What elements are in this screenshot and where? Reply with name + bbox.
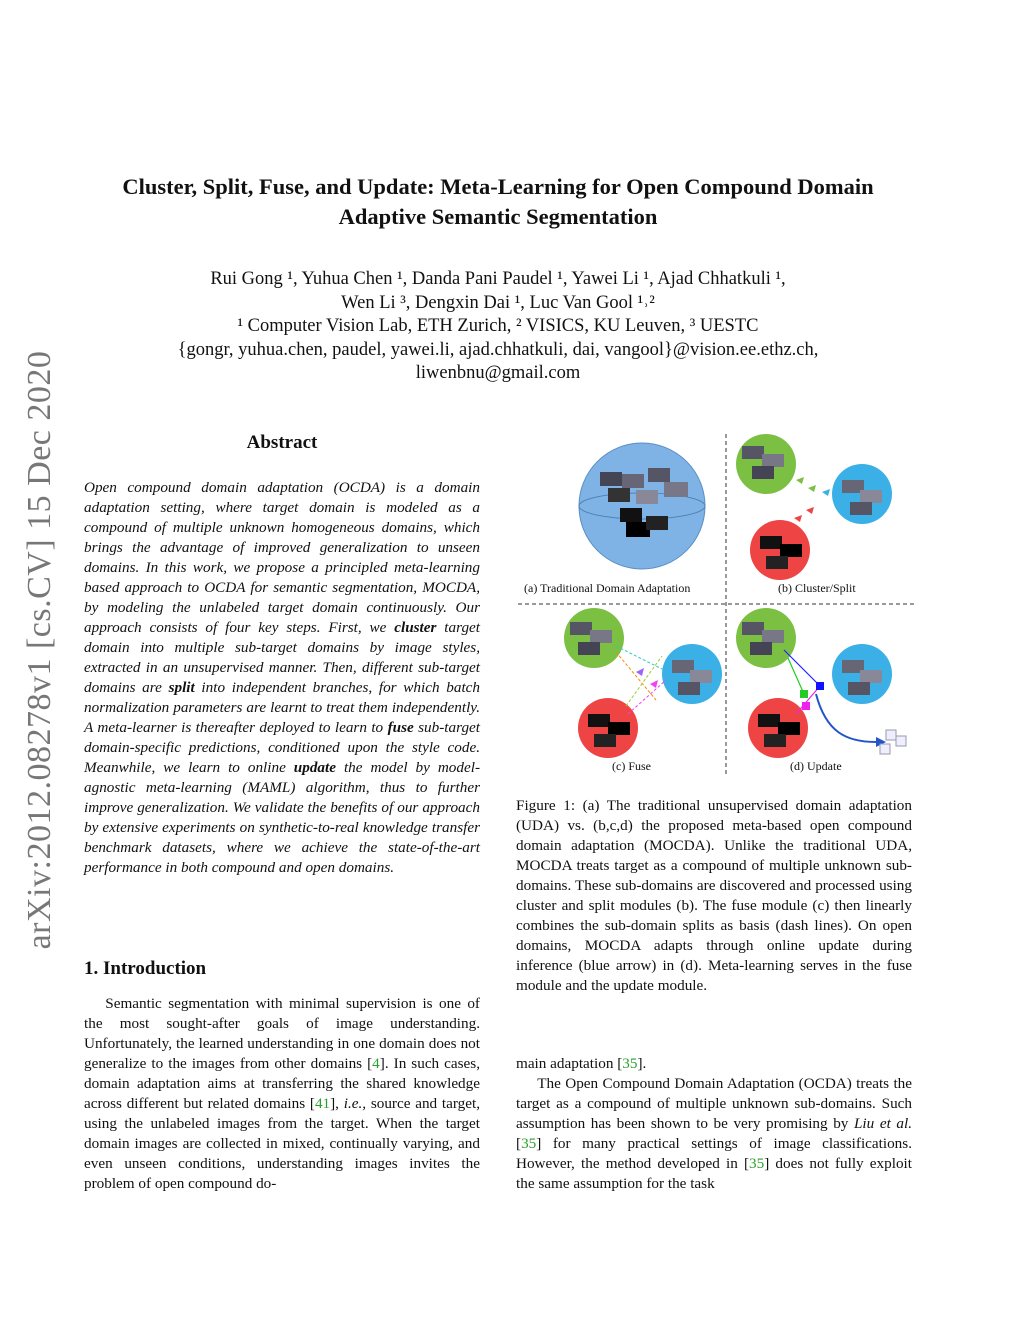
citation-link[interactable]: 35 — [749, 1155, 765, 1172]
citation-link[interactable]: 35 — [521, 1135, 537, 1152]
citation-link[interactable]: 41 — [314, 1095, 331, 1112]
introduction-heading: 1. Introduction — [84, 958, 207, 979]
title-line-2: Adaptive Semantic Segmentation — [338, 204, 658, 229]
thumbnail — [648, 468, 670, 482]
figure-1-caption: Figure 1: (a) The traditional unsupervised domain adaptation (UDA) vs. (b,c,d) the proposed meta-based open compound domain adaptation (MOCDA). Unlike the traditional UDA, MOCDA treats target as a compound of multiple unknown sub-domains. These sub-domains are discovered and processed using cluster and split modules (b). The fuse module (c) then linearly combines the sub-domain splits as basis (dash lines). On open domains, MOCDA adapts through online update during inference (blue arrow) in (d). Meta-learning serves in the fuse module and the update module. — [516, 797, 912, 994]
panel-d-update — [736, 608, 906, 773]
paper-title — [80, 172, 916, 232]
keyword-cluster: cluster — [394, 619, 437, 636]
email-2: liwenbnu@gmail.com — [415, 363, 581, 383]
label-b: (b) Cluster/Split — [778, 581, 856, 595]
thumbnail — [622, 474, 644, 488]
label-c: (c) Fuse — [612, 759, 651, 773]
thumbnail — [664, 482, 688, 497]
citation-link[interactable]: 4 — [372, 1055, 380, 1072]
label-d: (d) Update — [790, 759, 842, 773]
thumbnail — [646, 516, 668, 530]
authors-line-2: Wen Li ³, Dengxin Dai ¹, Luc Van Gool ¹˒² — [341, 292, 655, 313]
keyword-fuse: fuse — [387, 719, 414, 736]
authors-line-1: Rui Gong ¹, Yuhua Chen ¹, Danda Pani Paudel ¹, Yawei Li ¹, Ajad Chhatkuli ¹, — [210, 269, 786, 289]
abstract-text: Open compound domain adaptation (OCDA) is a domain adaptation setting, where target domain is modeled as a compound of multiple unknown homogeneous domains, which brings the advantage of improved generalization to unseen domains. In this work, we propose a principled meta-learning based approach to OCDA for semantic segmentation, MOCDA, by modeling the unlabeled target domain continuously. Our approach consists of four key steps. First, we cluster target domain into multiple sub-target domains by image styles, extracted in an unsupervised manner. Then, different sub-target domains are split into independent branches, for which batch normalization parameters are learnt to treat them independently. A meta-learner is thereafter deployed to learn to fuse sub-target domain-specific predictions, conditioned upon the style code. Meanwhile, we learn to online update the model by model-agnostic meta-learning (MAML) algorithm, thus to further improve generalization. We validate the benefits of our approach by extensive experiments on synthetic-to-real knowledge transfer benchmark datasets, where we achieve the state-of-the-art performance in both compound and open domains. — [84, 479, 481, 876]
author-block — [100, 268, 896, 386]
arxiv-id-text: arXiv:2012.08278v1 [cs.CV] 15 Dec 2020 — [21, 350, 58, 950]
abstract-heading: Abstract — [246, 432, 318, 453]
keyword-split: split — [168, 679, 195, 696]
thumbnail — [636, 490, 658, 504]
emails: {gongr, yuhua.chen, paudel, yawei.li, ajad.chhatkuli, dai, vangool}@vision.ee.ethz.ch, — [177, 339, 819, 360]
introduction-text: Semantic segmentation with minimal supervision is one of the most sought-after goals of image understanding. Unfortunately, the learned understanding in one domain does not generalize to the images from other domains [4]. In such cases, domain adaptation aims at transferring the shared knowledge across different but related domains [41], i.e., source and target, using the unlabeled images from the target. When the target domain images are collected in mixed, continually varying, and even unseen conditions, understanding images invites the problem of open compound do- — [84, 995, 481, 1192]
citation-link[interactable]: 35 — [622, 1055, 638, 1072]
label-a: (a) Traditional Domain Adaptation — [524, 581, 691, 595]
affiliations: ¹ Computer Vision Lab, ETH Zurich, ² VISICS, KU Leuven, ³ UESTC — [237, 316, 759, 336]
thumbnail — [620, 508, 642, 522]
keyword-update: update — [293, 759, 336, 776]
panel-a-traditional — [524, 443, 705, 595]
target-domain-sphere — [579, 443, 705, 569]
title-line-1: Cluster, Split, Fuse, and Update: Meta-Learning for Open Compound Domain — [122, 174, 874, 199]
panel-b-cluster-split — [736, 434, 892, 595]
figure-1-diagram — [516, 432, 916, 782]
thumbnail — [600, 472, 622, 486]
arxiv-identifier — [10, 350, 70, 950]
thumbnail — [608, 488, 630, 502]
right-column-text: main adaptation [35]. The Open Compound Domain Adaptation (OCDA) treats the target as a compound of multiple unknown sub-domains. Such assumption has been shown to be very promising by Liu et al. [35] for many practical settings of image classifications. However, the method developed in [35] does not fully exploit the same assumption for the task — [516, 1055, 912, 1192]
panel-c-fuse — [564, 608, 722, 773]
